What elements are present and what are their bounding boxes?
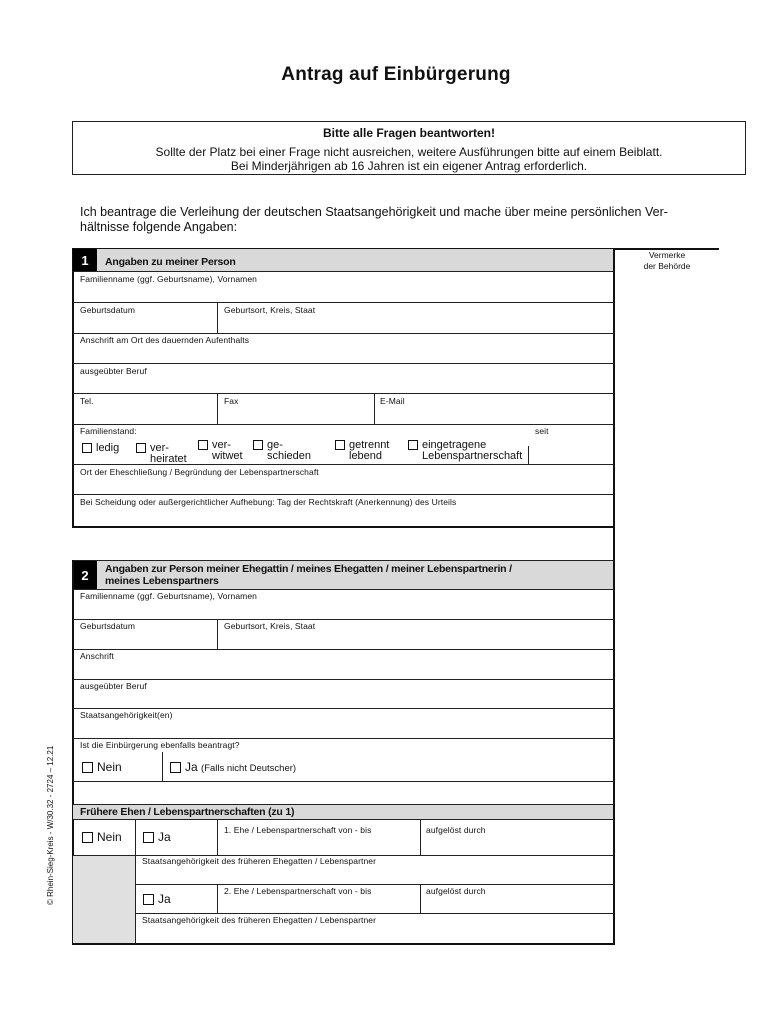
divider — [420, 819, 421, 855]
status-verheiratet-line-2: heiratet — [150, 453, 187, 465]
section1-title: Angaben zu meiner Person — [105, 256, 236, 268]
notice-heading: Bitte alle Fragen beantworten! — [322, 126, 496, 140]
spouse-label-name: Familienname (ggf. Geburtsname), Vornamen — [80, 591, 258, 601]
former-marriages-gray-cell — [73, 855, 135, 943]
intro-text — [80, 205, 700, 235]
authority-notes-line-1: Vermerke — [648, 250, 686, 260]
divider — [73, 819, 613, 820]
intro-line-1: Ich beantrage die Verleihung der deutschen Staatsangehörigkeit und mache über meine persönlichen Ver- — [80, 205, 668, 219]
authority-notes-label — [616, 250, 718, 272]
divider — [73, 679, 613, 680]
also-applying-ja-label — [185, 762, 296, 774]
checkbox-former-ja-2[interactable] — [143, 894, 154, 905]
status-eingetragen[interactable] — [408, 440, 522, 462]
status-verheiratet-line-1: ver- — [150, 442, 169, 454]
also-applying-nein[interactable] — [82, 762, 122, 773]
divider — [73, 302, 613, 303]
checkbox-former-ja-1[interactable] — [143, 832, 154, 843]
status-ledig[interactable] — [82, 443, 119, 454]
checkbox-ledig[interactable] — [82, 443, 92, 453]
section2-title-line-2: meines Lebenspartners — [105, 575, 219, 587]
field-label-divorce: Bei Scheidung oder außergerichtlicher Aufhebung: Tag der Rechtskraft (Anerkennung) des Urteils — [80, 497, 457, 507]
divider — [73, 738, 613, 739]
checkbox-verwitwet[interactable] — [198, 440, 208, 450]
status-getrennt-label — [349, 440, 389, 462]
checkbox-verheiratet[interactable] — [136, 443, 146, 453]
former-second-dissolved-label: aufgelöst durch — [426, 886, 486, 896]
divider — [217, 393, 218, 424]
former-marriages-ja-2[interactable] — [143, 894, 171, 905]
checkbox-former-nein[interactable] — [82, 832, 93, 843]
divider — [73, 333, 613, 334]
status-eingetragen-label — [422, 440, 522, 462]
former-first-period-label: 1. Ehe / Lebenspartnerschaft von - bis — [224, 825, 372, 835]
status-verwitwet-line-2: witwet — [212, 450, 243, 462]
field-label-name: Familienname (ggf. Geburtsname), Vornamen — [80, 274, 258, 284]
status-verwitwet[interactable] — [198, 440, 243, 462]
former-marriages-nein[interactable] — [82, 832, 122, 843]
former-nein-label: Nein — [97, 830, 122, 844]
status-verheiratet[interactable] — [136, 443, 187, 465]
section1-left-border — [72, 248, 74, 527]
checkbox-getrennt[interactable] — [335, 440, 345, 450]
former-marriages-title: Frühere Ehen / Lebenspartnerschaften (zu 1) — [80, 806, 295, 818]
former-first-nationality-label: Staatsangehörigkeit des früheren Ehegatten / Lebenspartner — [142, 856, 377, 866]
divider — [135, 913, 613, 914]
divider — [73, 424, 613, 425]
divider — [73, 393, 613, 394]
former-ja-2-label: Ja — [158, 892, 171, 906]
spouse-label-job: ausgeübter Beruf — [80, 681, 147, 691]
divider — [420, 884, 421, 913]
also-applying-ja-note: (Falls nicht Deutscher) — [201, 763, 297, 774]
status-getrennt-line-1: getrennt — [349, 439, 390, 451]
section1-number: 1 — [73, 249, 97, 271]
divider — [217, 819, 218, 855]
divider — [73, 363, 613, 364]
former-ja-1-label: Ja — [158, 830, 171, 844]
status-verheiratet-label — [150, 443, 187, 465]
divider — [73, 708, 613, 709]
status-eingetragen-line-2: Lebenspartnerschaft — [422, 450, 523, 462]
field-label-birthdate: Geburtsdatum — [80, 305, 136, 315]
spouse-label-nationality: Staatsangehörigkeit(en) — [80, 710, 173, 720]
status-getrennt-line-2: lebend — [349, 450, 383, 462]
also-applying-ja[interactable] — [170, 762, 296, 774]
authority-notes-line-2: der Behörde — [643, 261, 691, 271]
field-label-marital-status: Familienstand: — [80, 426, 137, 436]
former-first-dissolved-label: aufgelöst durch — [426, 825, 486, 835]
divider — [73, 589, 613, 590]
intro-line-2: hältnisse folgende Angaben: — [80, 220, 238, 234]
spouse-label-address: Anschrift — [80, 651, 114, 661]
section2-title — [105, 563, 512, 587]
status-getrennt[interactable] — [335, 440, 389, 462]
also-applying-nein-label: Nein — [97, 760, 122, 774]
field-label-address: Anschrift am Ort des dauernden Aufenthalts — [80, 335, 250, 345]
divider — [374, 393, 375, 424]
section2-title-line-1: Angaben zur Person meiner Ehegattin / meines Ehegatten / meiner Lebenspartnerin / — [105, 563, 512, 575]
divider — [73, 494, 613, 495]
divider — [73, 619, 613, 620]
divider — [528, 446, 529, 464]
field-label-marriage-place: Ort der Eheschließung / Begründung der Lebenspartnerschaft — [80, 467, 319, 477]
also-applying-ja-text: Ja — [185, 760, 198, 774]
checkbox-also-applying-nein[interactable] — [82, 762, 93, 773]
divider — [73, 271, 613, 272]
divider — [217, 302, 218, 333]
divider — [73, 464, 613, 465]
section1-bottom-border — [72, 526, 614, 528]
field-label-email: E-Mail — [380, 396, 405, 406]
spouse-label-also-applying: Ist die Einbürgerung ebenfalls beantragt? — [80, 740, 240, 750]
divider — [135, 884, 613, 885]
section2-number: 2 — [73, 561, 97, 589]
status-geschieden[interactable] — [253, 440, 311, 462]
field-label-tel: Tel. — [80, 396, 94, 406]
notice-text-2: Bei Minderjährigen ab 16 Jahren ist ein eigener Antrag erforderlich. — [230, 159, 588, 173]
divider — [135, 819, 136, 944]
notice-box — [72, 121, 746, 175]
divider — [162, 752, 163, 781]
field-label-since: seit — [535, 426, 549, 436]
checkbox-also-applying-ja[interactable] — [170, 762, 181, 773]
field-label-fax: Fax — [224, 396, 239, 406]
checkbox-geschieden[interactable] — [253, 440, 263, 450]
status-verwitwet-label — [212, 440, 243, 462]
status-geschieden-label — [267, 440, 311, 462]
form-code: © Rhein-Sieg-Kreis - W/30.32 - 2724 – 12.21 — [46, 745, 55, 905]
status-ledig-label: ledig — [96, 442, 120, 454]
status-geschieden-line-2: schieden — [267, 450, 312, 462]
field-label-job: ausgeübter Beruf — [80, 366, 147, 376]
form-bottom-border — [72, 943, 615, 945]
divider — [73, 649, 613, 650]
field-label-birthplace: Geburtsort, Kreis, Staat — [224, 305, 316, 315]
spouse-label-birthdate: Geburtsdatum — [80, 621, 136, 631]
former-second-nationality-label: Staatsangehörigkeit des früheren Ehegatten / Lebenspartner — [142, 915, 377, 925]
status-geschieden-line-1: ge- — [267, 439, 283, 451]
divider — [217, 619, 218, 649]
former-marriages-ja-1[interactable] — [143, 832, 171, 843]
form-title: Antrag auf Einbürgerung — [281, 64, 511, 85]
form-right-border — [613, 248, 615, 945]
status-eingetragen-line-1: eingetragene — [422, 439, 487, 451]
checkbox-eingetragen[interactable] — [408, 440, 418, 450]
divider — [217, 884, 218, 913]
divider — [73, 781, 613, 782]
notice-text-1: Sollte der Platz bei einer Frage nicht ausreichen, weitere Ausführungen bitte auf einem Beiblatt. — [155, 145, 663, 159]
spouse-label-birthplace: Geburtsort, Kreis, Staat — [224, 621, 316, 631]
status-verwitwet-line-1: ver- — [212, 439, 231, 451]
former-second-period-label: 2. Ehe / Lebenspartnerschaft von - bis — [224, 886, 372, 896]
